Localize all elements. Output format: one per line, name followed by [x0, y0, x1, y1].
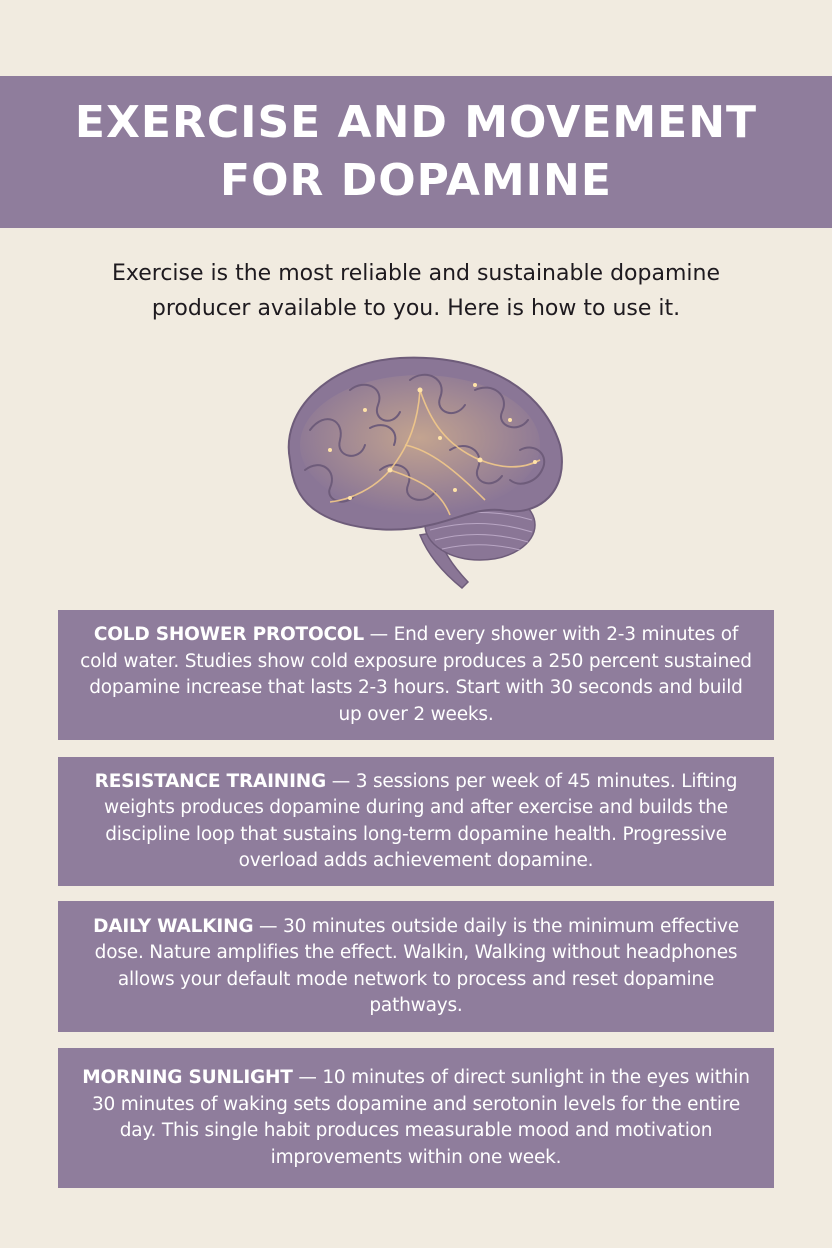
tip-heading: RESISTANCE TRAINING — [94, 770, 327, 792]
tip-heading: COLD SHOWER PROTOCOL — [93, 624, 364, 645]
tip-card-morning-sunlight — [58, 1048, 774, 1188]
tip-body: — 30 minutes outside daily is the minimum effective dose. Nature amplifies the effect. Walkin, Walking without headphones allows your default mode network to process and reset dopamine pathways. — [94, 915, 739, 1016]
page-title-line-2: FOR DOPAMINE — [220, 155, 612, 206]
tip-text — [80, 769, 752, 875]
tip-body: — End every shower with 2-3 minutes of cold water. Studies show cold exposure produces a 250 percent sustained dopamine increase that lasts 2-3 hours. Start with 30 seconds and build up over 2 weeks. — [80, 624, 752, 725]
tip-heading: MORNING SUNLIGHT — [82, 1067, 293, 1088]
tip-text — [80, 1065, 752, 1171]
intro-line-2: producer available to you. Here is how to use it. — [151, 296, 681, 321]
page-title-line-1: EXERCISE AND MOVEMENT — [74, 97, 758, 148]
brain-icon — [270, 350, 570, 595]
tip-body: — 3 sessions per week of 45 minutes. Lifting weights produces dopamine during and after exercise and builds the discipline loop that sustains long-term dopamine health. Progressive overload adds achievement dopamine. — [104, 770, 738, 871]
tip-heading: DAILY WALKING — [93, 915, 254, 937]
tip-card-daily-walking — [58, 901, 774, 1032]
intro-line-1: Exercise is the most reliable and sustainable dopamine — [112, 261, 720, 286]
intro-text — [60, 256, 772, 326]
tip-text — [80, 914, 752, 1020]
tip-card-resistance-training — [58, 757, 774, 886]
tip-card-cold-shower — [58, 610, 774, 740]
tip-text — [80, 622, 752, 728]
title-banner — [0, 76, 832, 228]
tip-body: — 10 minutes of direct sunlight in the eyes within 30 minutes of waking sets dopamine and serotonin levels for the entire day. This single habit produces measurable mood and motivation improvements within one week. — [91, 1067, 750, 1168]
